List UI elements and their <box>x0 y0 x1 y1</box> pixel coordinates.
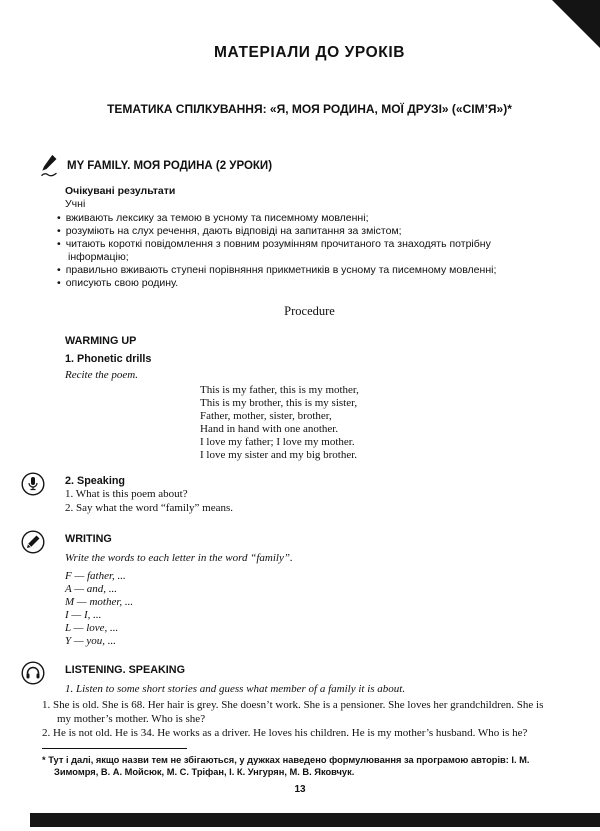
objective-item: • читають короткі повідомлення з повним розумінням прочитаного та знаходять потрібну інформацію; <box>57 238 554 264</box>
lesson-header <box>39 154 528 178</box>
listening-item <box>42 699 554 726</box>
expected-results-block <box>65 184 554 290</box>
listening-heading: LISTENING. SPEAKING <box>65 664 185 676</box>
topic-title: ТЕМАТИКА СПІЛКУВАННЯ: «Я, МОЯ РОДИНА, МОЇ ДРУЗІ» («СІМ’Я»)* <box>107 102 512 116</box>
letters-list <box>65 570 554 648</box>
writing-section <box>65 533 554 648</box>
speaking-heading: 2. Speaking <box>65 475 126 487</box>
corner-fold-decoration <box>552 0 600 48</box>
procedure-heading: Procedure <box>284 304 335 318</box>
item-number: 2. <box>42 727 51 739</box>
page-number: 13 <box>294 784 306 795</box>
recite-instruction: Recite the poem. <box>65 369 138 381</box>
writing-instruction: Write the words to each letter in the word “family”. <box>65 552 293 564</box>
poem-line: Hand in hand with one another. <box>200 423 339 435</box>
letter-line: I — I, ... <box>65 609 102 621</box>
poem-line: This is my brother, this is my sister, <box>200 397 358 409</box>
quill-pen-icon <box>39 154 59 178</box>
poem-line: Father, mother, sister, brother, <box>200 410 332 422</box>
poem-line: I love my sister and my big brother. <box>200 449 358 461</box>
footnote-rule <box>42 748 187 749</box>
objective-item: • описують свою родину. <box>57 277 554 290</box>
fountain-pen-icon <box>21 530 45 554</box>
listening-items <box>42 699 554 741</box>
letter-line: Y — you, ... <box>65 635 117 647</box>
objectives-list <box>65 212 554 290</box>
expected-results-heading: Очікувані результати <box>65 185 176 197</box>
listening-section <box>42 664 554 741</box>
objective-item: • вживають лексику за темою в усному та писемному мовленні; <box>57 212 554 225</box>
speaking-section <box>65 475 554 515</box>
listening-item <box>42 727 554 741</box>
item-text: He is not old. He is 34. He works as a driver. He loves his children. He is my mother’s husband. Who is he? <box>53 727 528 739</box>
document-title: МАТЕРІАЛИ ДО УРОКІВ <box>213 44 406 61</box>
audience-label: Учні <box>65 198 86 210</box>
objective-item: • розуміють на слух речення, дають відповіді на запитання за змістом; <box>57 225 554 238</box>
letter-line: L — love, ... <box>65 622 119 634</box>
footer-bar-decoration <box>30 813 600 827</box>
poem-line: I love my father; I love my mother. <box>200 436 355 448</box>
letter-line: A — and, ... <box>65 583 118 595</box>
objective-item: • правильно вживають ступені порівняння прикметників в усному та писемному мовленні; <box>57 264 554 277</box>
writing-heading: WRITING <box>65 533 112 545</box>
listening-instruction: 1. Listen to some short stories and guess what member of a family it is about. <box>65 683 406 695</box>
footnote-text: Тут і далі, якщо назви тем не збігаються, у дужках наведено формулювання за програмою авторів: І. М. Зимомря, В. А. Мойсюк, М. С. Тріфан, І. К. Унгурян, М. В. Яковчук. <box>48 755 530 777</box>
speaking-item: 1. What is this poem about? <box>65 488 188 500</box>
phonetic-drills-heading: 1. Phonetic drills <box>65 353 152 365</box>
poem-line: This is my father, this is my mother, <box>200 384 359 396</box>
lesson-title: MY FAMILY. МОЯ РОДИНА (2 УРОКИ) <box>67 160 273 172</box>
warming-up-heading: WARMING UP <box>65 335 137 347</box>
footnote <box>42 748 554 778</box>
letter-line: M — mother, ... <box>65 596 134 608</box>
item-number: 1. <box>42 699 51 711</box>
poem-block <box>200 384 554 462</box>
headphones-icon <box>21 661 45 685</box>
item-text: She is old. She is 68. Her hair is grey. She doesn’t work. She is a pensioner. She loves her grandchildren. She is my mother’s mother. Who is she? <box>53 699 544 725</box>
letter-line: F — father, ... <box>65 570 126 582</box>
microphone-icon <box>21 472 45 496</box>
footnote-marker: * <box>42 755 46 765</box>
speaking-item: 2. Say what the word “family” means. <box>65 501 234 514</box>
